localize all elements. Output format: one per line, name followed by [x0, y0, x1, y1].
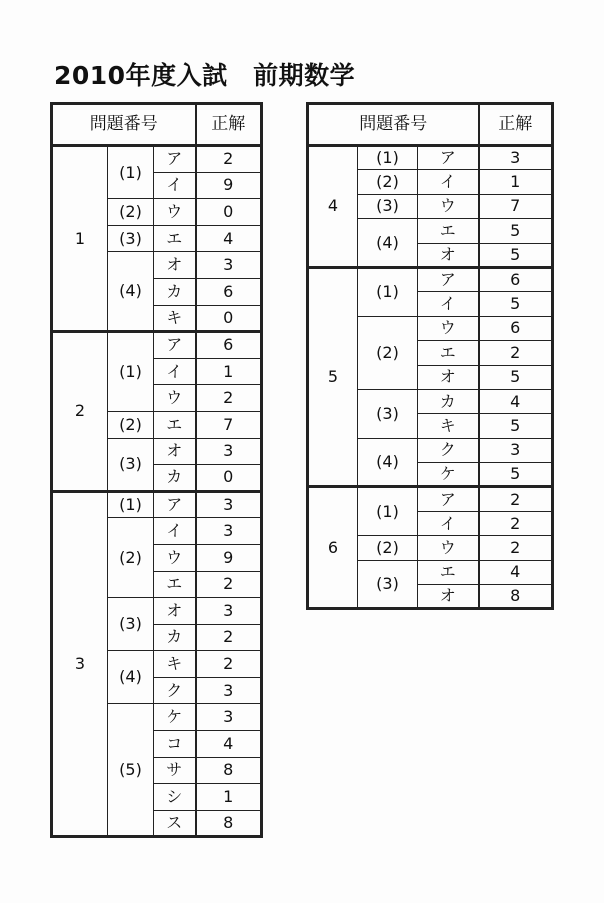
- answer-key: オ: [418, 365, 479, 389]
- answer-key: ク: [418, 438, 479, 462]
- answer-key: エ: [418, 219, 479, 243]
- answer-value: 2: [196, 651, 262, 678]
- part-number: (1): [108, 491, 154, 518]
- answer-value: 4: [479, 560, 553, 584]
- table-row: [308, 146, 553, 170]
- answer-key: ケ: [154, 704, 196, 731]
- part-number: (3): [108, 438, 154, 491]
- answer-key: ア: [418, 146, 479, 170]
- answer-key: イ: [154, 172, 196, 199]
- answer-value: 8: [479, 585, 553, 609]
- answer-key: ウ: [418, 194, 479, 218]
- answer-key: キ: [154, 651, 196, 678]
- answer-key: シ: [154, 784, 196, 811]
- answer-key: エ: [418, 560, 479, 584]
- part-number: (3): [358, 194, 418, 218]
- answer-key: ウ: [418, 316, 479, 340]
- answer-value: 5: [479, 414, 553, 438]
- answer-key: オ: [418, 585, 479, 609]
- table-row: [308, 267, 553, 291]
- part-number: (2): [108, 518, 154, 598]
- answer-value: 5: [479, 243, 553, 267]
- answer-value: 2: [196, 624, 262, 651]
- part-number: (1): [358, 267, 418, 316]
- answer-value: 2: [479, 511, 553, 535]
- part-number: (5): [108, 704, 154, 837]
- answer-value: 1: [196, 784, 262, 811]
- answer-key: カ: [418, 389, 479, 413]
- question-number: 5: [308, 267, 358, 487]
- part-number: (1): [108, 146, 154, 199]
- answer-value: 5: [479, 219, 553, 243]
- question-number: 6: [308, 487, 358, 609]
- answer-header: 正解: [479, 104, 553, 146]
- table-row: [52, 491, 262, 518]
- answer-header: 正解: [196, 104, 262, 146]
- answer-value: 9: [196, 544, 262, 571]
- part-number: (4): [108, 252, 154, 332]
- part-number: (3): [108, 225, 154, 252]
- answer-value: 8: [196, 810, 262, 837]
- table-row: [52, 332, 262, 359]
- answer-key: ア: [418, 267, 479, 291]
- answer-key: ウ: [418, 536, 479, 560]
- answer-value: 4: [196, 731, 262, 758]
- part-number: (3): [108, 598, 154, 651]
- answer-value: 5: [479, 365, 553, 389]
- question-number-header: 問題番号: [308, 104, 479, 146]
- answer-key: カ: [154, 278, 196, 305]
- answer-key: カ: [154, 465, 196, 492]
- answer-value: 7: [479, 194, 553, 218]
- answer-key: サ: [154, 757, 196, 784]
- part-number: (1): [108, 332, 154, 412]
- answer-value: 3: [196, 598, 262, 625]
- answer-value: 3: [196, 704, 262, 731]
- answer-key: ク: [154, 677, 196, 704]
- part-number: (4): [358, 438, 418, 487]
- answer-value: 1: [479, 170, 553, 194]
- answer-value: 2: [196, 385, 262, 412]
- answer-value: 4: [196, 225, 262, 252]
- part-number: (2): [358, 170, 418, 194]
- part-number: (1): [358, 146, 418, 170]
- answer-key: イ: [154, 358, 196, 385]
- answer-key: ス: [154, 810, 196, 837]
- answer-value: 0: [196, 199, 262, 226]
- answer-value: 4: [479, 389, 553, 413]
- part-number: (2): [108, 199, 154, 226]
- answer-value: 3: [196, 677, 262, 704]
- question-number-header: 問題番号: [52, 104, 196, 146]
- answer-value: 2: [479, 341, 553, 365]
- answer-value: 6: [196, 332, 262, 359]
- answer-value: 2: [479, 536, 553, 560]
- part-number: (2): [108, 411, 154, 438]
- question-number: 4: [308, 146, 358, 268]
- header-row: [308, 104, 553, 146]
- question-number: 1: [52, 146, 108, 332]
- answer-key: イ: [418, 170, 479, 194]
- answer-key: オ: [154, 598, 196, 625]
- answer-key: ア: [154, 146, 196, 173]
- question-number: 2: [52, 332, 108, 492]
- answer-key: イ: [154, 518, 196, 545]
- answer-key: ア: [154, 332, 196, 359]
- answer-key: イ: [418, 511, 479, 535]
- answer-key: コ: [154, 731, 196, 758]
- answer-key: オ: [154, 252, 196, 279]
- answer-value: 0: [196, 305, 262, 332]
- page-title: 2010年度入試 前期数学: [54, 61, 356, 90]
- part-number: (1): [358, 487, 418, 536]
- answer-key: カ: [154, 624, 196, 651]
- answer-value: 7: [196, 411, 262, 438]
- answer-value: 3: [196, 438, 262, 465]
- answer-value: 6: [479, 267, 553, 291]
- part-number: (3): [358, 560, 418, 609]
- answer-key: オ: [418, 243, 479, 267]
- answer-value: 3: [479, 146, 553, 170]
- answer-key: イ: [418, 292, 479, 316]
- answer-value: 6: [479, 316, 553, 340]
- part-number: (4): [108, 651, 154, 704]
- answer-table-right: [306, 102, 554, 610]
- part-number: (4): [358, 219, 418, 268]
- question-number: 3: [52, 491, 108, 837]
- answer-value: 8: [196, 757, 262, 784]
- answer-value: 5: [479, 463, 553, 487]
- answer-key: エ: [418, 341, 479, 365]
- answer-value: 2: [479, 487, 553, 511]
- answer-key: キ: [418, 414, 479, 438]
- part-number: (2): [358, 316, 418, 389]
- answer-key: エ: [154, 411, 196, 438]
- answer-key: ケ: [418, 463, 479, 487]
- answer-value: 2: [196, 571, 262, 598]
- header-row: [52, 104, 262, 146]
- answer-key: ア: [154, 491, 196, 518]
- answer-value: 9: [196, 172, 262, 199]
- answer-value: 6: [196, 278, 262, 305]
- part-number: (3): [358, 389, 418, 438]
- answer-value: 2: [196, 146, 262, 173]
- answer-key: エ: [154, 225, 196, 252]
- answer-value: 3: [196, 252, 262, 279]
- answer-value: 3: [196, 491, 262, 518]
- table-row: [52, 146, 262, 173]
- answer-key: エ: [154, 571, 196, 598]
- answer-value: 1: [196, 358, 262, 385]
- answer-key: オ: [154, 438, 196, 465]
- answer-key: ア: [418, 487, 479, 511]
- answer-value: 3: [196, 518, 262, 545]
- part-number: (2): [358, 536, 418, 560]
- answer-value: 0: [196, 465, 262, 492]
- answer-key: ウ: [154, 199, 196, 226]
- answer-value: 5: [479, 292, 553, 316]
- answer-key: ウ: [154, 544, 196, 571]
- answer-table-left: [50, 102, 263, 838]
- answer-key: ウ: [154, 385, 196, 412]
- answer-value: 3: [479, 438, 553, 462]
- table-row: [308, 487, 553, 511]
- answer-key: キ: [154, 305, 196, 332]
